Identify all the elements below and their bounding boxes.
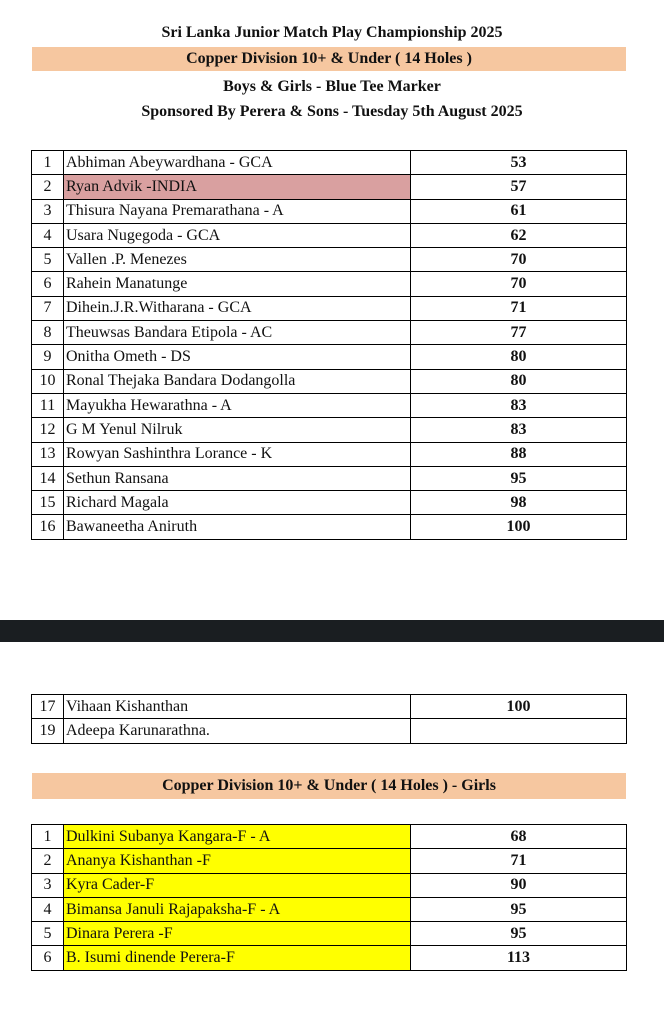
- score-cell: 57: [411, 175, 627, 199]
- score-cell: 90: [411, 873, 627, 897]
- score-cell: 113: [411, 946, 627, 970]
- pos-cell: 9: [32, 345, 64, 369]
- table-row: [32, 695, 627, 719]
- table-row: [32, 873, 627, 897]
- table-row: [32, 849, 627, 873]
- table-row: [32, 922, 627, 946]
- division-band: Copper Division 10+ & Under ( 14 Holes ): [32, 47, 626, 71]
- player-name-cell: Bimansa Januli Rajapaksha-F - A: [64, 897, 411, 921]
- player-name-cell: Vihaan Kishanthan: [64, 695, 411, 719]
- pos-cell: 12: [32, 418, 64, 442]
- table-row: [32, 175, 627, 199]
- score-cell: 70: [411, 272, 627, 296]
- score-cell: 53: [411, 151, 627, 175]
- score-cell: 77: [411, 321, 627, 345]
- pos-cell: 19: [32, 719, 64, 743]
- player-name-cell: Dihein.J.R.Witharana - GCA: [64, 296, 411, 320]
- player-name-cell: Usara Nugegoda - GCA: [64, 223, 411, 247]
- pos-cell: 11: [32, 393, 64, 417]
- table-row: [32, 248, 627, 272]
- player-name-cell: Dinara Perera -F: [64, 922, 411, 946]
- pos-cell: 1: [32, 151, 64, 175]
- score-cell: 83: [411, 418, 627, 442]
- pos-cell: 2: [32, 175, 64, 199]
- category-line: Boys & Girls - Blue Tee Marker: [223, 78, 441, 95]
- pos-cell: 15: [32, 491, 64, 515]
- score-cell: 68: [411, 825, 627, 849]
- pos-cell: 17: [32, 695, 64, 719]
- score-cell: 100: [411, 515, 627, 539]
- table-row: [32, 491, 627, 515]
- score-cell: 95: [411, 922, 627, 946]
- table-row: [32, 897, 627, 921]
- player-name-cell: Abhiman Abeywardhana - GCA: [64, 151, 411, 175]
- score-cell: 95: [411, 897, 627, 921]
- score-cell: 95: [411, 466, 627, 490]
- girls-results-table: [31, 824, 627, 971]
- score-cell: 88: [411, 442, 627, 466]
- pos-cell: 6: [32, 272, 64, 296]
- table-row: [32, 946, 627, 970]
- girls-division-band: Copper Division 10+ & Under ( 14 Holes ) - Girls: [32, 773, 626, 799]
- player-name-cell: Ananya Kishanthan -F: [64, 849, 411, 873]
- player-name-cell: G M Yenul Nilruk: [64, 418, 411, 442]
- player-name-cell: Bawaneetha Aniruth: [64, 515, 411, 539]
- table-row: [32, 418, 627, 442]
- screenshot-gap-bar: [0, 620, 664, 642]
- score-cell: 80: [411, 345, 627, 369]
- player-name-cell: Vallen .P. Menezes: [64, 248, 411, 272]
- pos-cell: 6: [32, 946, 64, 970]
- table-row: [32, 719, 627, 743]
- table-row: [32, 393, 627, 417]
- table-row: [32, 272, 627, 296]
- player-name-cell: Adeepa Karunarathna.: [64, 719, 411, 743]
- pos-cell: 5: [32, 248, 64, 272]
- player-name-cell: Onitha Ometh - DS: [64, 345, 411, 369]
- table-row: [32, 151, 627, 175]
- table-row: [32, 321, 627, 345]
- pos-cell: 3: [32, 199, 64, 223]
- pos-cell: 7: [32, 296, 64, 320]
- boys-results-table-continued: [31, 694, 627, 744]
- score-cell: 61: [411, 199, 627, 223]
- player-name-cell: Sethun Ransana: [64, 466, 411, 490]
- player-name-cell: Thisura Nayana Premarathana - A: [64, 199, 411, 223]
- pos-cell: 1: [32, 825, 64, 849]
- score-cell: 98: [411, 491, 627, 515]
- pos-cell: 5: [32, 922, 64, 946]
- player-name-cell: Mayukha Hewarathna - A: [64, 393, 411, 417]
- boys-results-table: [31, 150, 627, 540]
- player-name-cell: Ronal Thejaka Bandara Dodangolla: [64, 369, 411, 393]
- score-cell: 100: [411, 695, 627, 719]
- score-cell: [411, 719, 627, 743]
- table-row: [32, 199, 627, 223]
- table-row: [32, 515, 627, 539]
- table-row: [32, 223, 627, 247]
- pos-cell: 2: [32, 849, 64, 873]
- player-name-cell: Rowyan Sashinthra Lorance - K: [64, 442, 411, 466]
- pos-cell: 4: [32, 223, 64, 247]
- player-name-cell: Dulkini Subanya Kangara-F - A: [64, 825, 411, 849]
- table-row: [32, 442, 627, 466]
- score-cell: 83: [411, 393, 627, 417]
- score-cell: 71: [411, 849, 627, 873]
- player-name-cell: Richard Magala: [64, 491, 411, 515]
- pos-cell: 10: [32, 369, 64, 393]
- sponsor-line: Sponsored By Perera & Sons - Tuesday 5th August 2025: [141, 103, 523, 120]
- page-title: Sri Lanka Junior Match Play Championship 2025: [161, 24, 503, 41]
- player-name-cell: Ryan Advik -INDIA: [64, 175, 411, 199]
- score-cell: 62: [411, 223, 627, 247]
- player-name-cell: Kyra Cader-F: [64, 873, 411, 897]
- table-row: [32, 466, 627, 490]
- pos-cell: 13: [32, 442, 64, 466]
- table-row: [32, 825, 627, 849]
- player-name-cell: Rahein Manatunge: [64, 272, 411, 296]
- score-cell: 80: [411, 369, 627, 393]
- table-row: [32, 345, 627, 369]
- table-row: [32, 369, 627, 393]
- score-cell: 70: [411, 248, 627, 272]
- player-name-cell: Theuwsas Bandara Etipola - AC: [64, 321, 411, 345]
- pos-cell: 8: [32, 321, 64, 345]
- player-name-cell: B. Isumi dinende Perera-F: [64, 946, 411, 970]
- pos-cell: 16: [32, 515, 64, 539]
- table-row: [32, 296, 627, 320]
- pos-cell: 14: [32, 466, 64, 490]
- score-cell: 71: [411, 296, 627, 320]
- pos-cell: 3: [32, 873, 64, 897]
- pos-cell: 4: [32, 897, 64, 921]
